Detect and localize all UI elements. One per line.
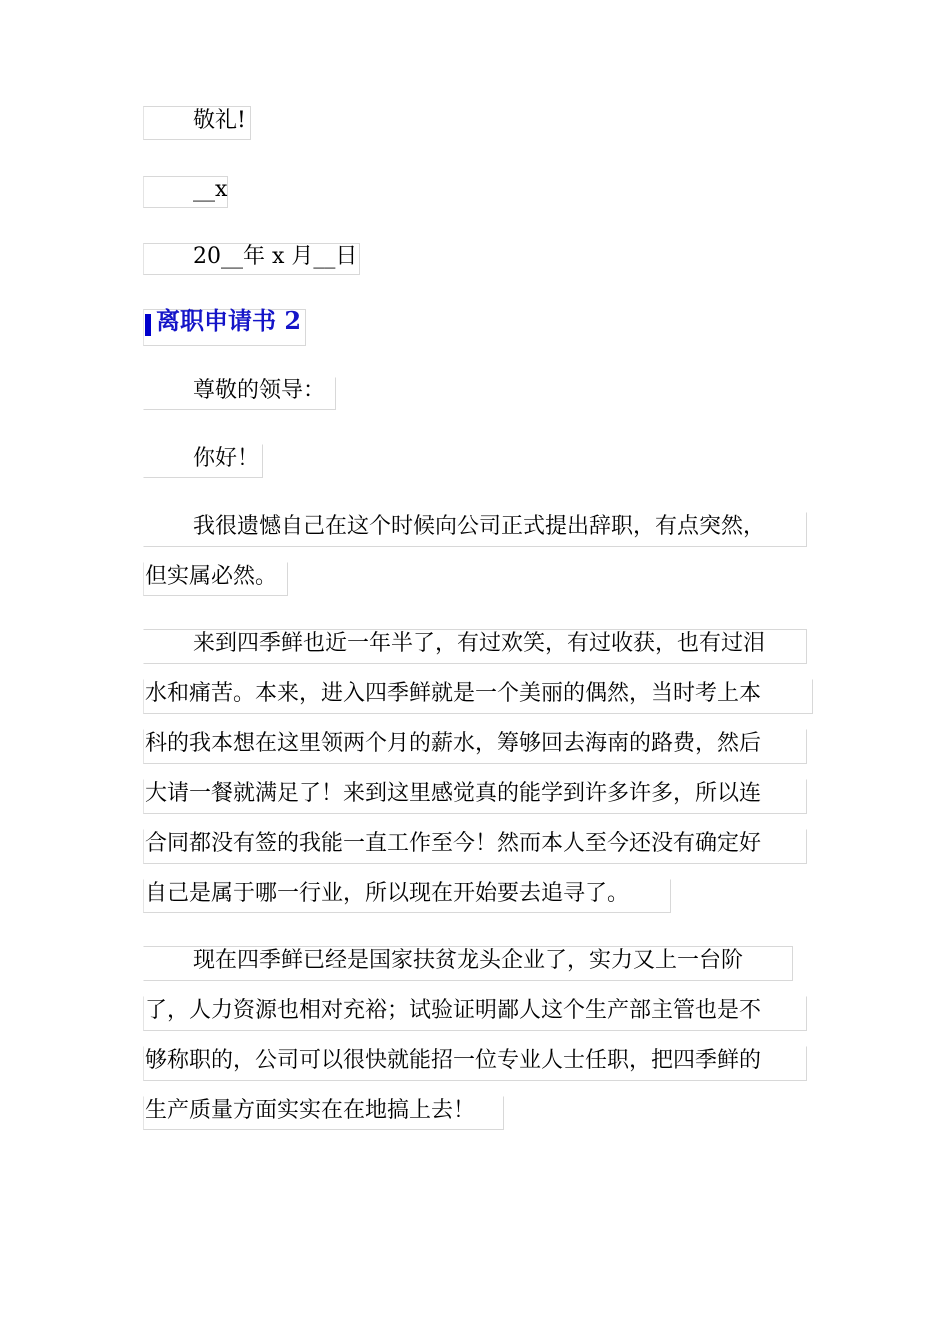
heading-marker bbox=[145, 314, 151, 336]
hello-line: 你好！ bbox=[193, 446, 260, 471]
paragraph-2-line-6: 自己是属于哪一行业，所以现在开始要去追寻了。 bbox=[145, 881, 630, 906]
paragraph-2-line-5: 合同都没有签的我能一直工作至今！然而本人至今还没有确定好 bbox=[145, 831, 762, 856]
closing-date: 20__年 x 月__日 bbox=[193, 244, 358, 269]
closing-signature: __x bbox=[193, 177, 228, 202]
paragraph-3-line-4: 生产质量方面实实在在地搞上去！ bbox=[145, 1098, 476, 1123]
greeting: 尊敬的领导： bbox=[193, 378, 326, 403]
paragraph-2-line-1: 来到四季鲜也近一年半了，有过欢笑，有过收获，也有过泪 bbox=[193, 631, 766, 656]
paragraph-3-line-2: 了，人力资源也相对充裕；试验证明鄙人这个生产部主管也是不 bbox=[145, 998, 762, 1023]
paragraph-1-line-1: 我很遗憾自己在这个时候向公司正式提出辞职，有点突然， bbox=[193, 514, 766, 539]
paragraph-2-line-2: 水和痛苦。本来，进入四季鲜就是一个美丽的偶然，当时考上本 bbox=[145, 681, 762, 706]
paragraph-2-line-4: 大请一餐就满足了！来到这里感觉真的能学到许多许多，所以连 bbox=[145, 781, 762, 806]
paragraph-1-line-2: 但实属必然。 bbox=[145, 564, 278, 589]
paragraph-3-line-1: 现在四季鲜已经是国家扶贫龙头企业了，实力又上一台阶 bbox=[193, 948, 744, 973]
paragraph-2-line-3: 科的我本想在这里领两个月的薪水，筹够回去海南的路费，然后 bbox=[145, 731, 762, 756]
section-title: 离职申请书 2 bbox=[156, 306, 302, 335]
closing-salutation: 敬礼! bbox=[193, 108, 246, 133]
paragraph-3-line-3: 够称职的，公司可以很快就能招一位专业人士任职，把四季鲜的 bbox=[145, 1048, 762, 1073]
